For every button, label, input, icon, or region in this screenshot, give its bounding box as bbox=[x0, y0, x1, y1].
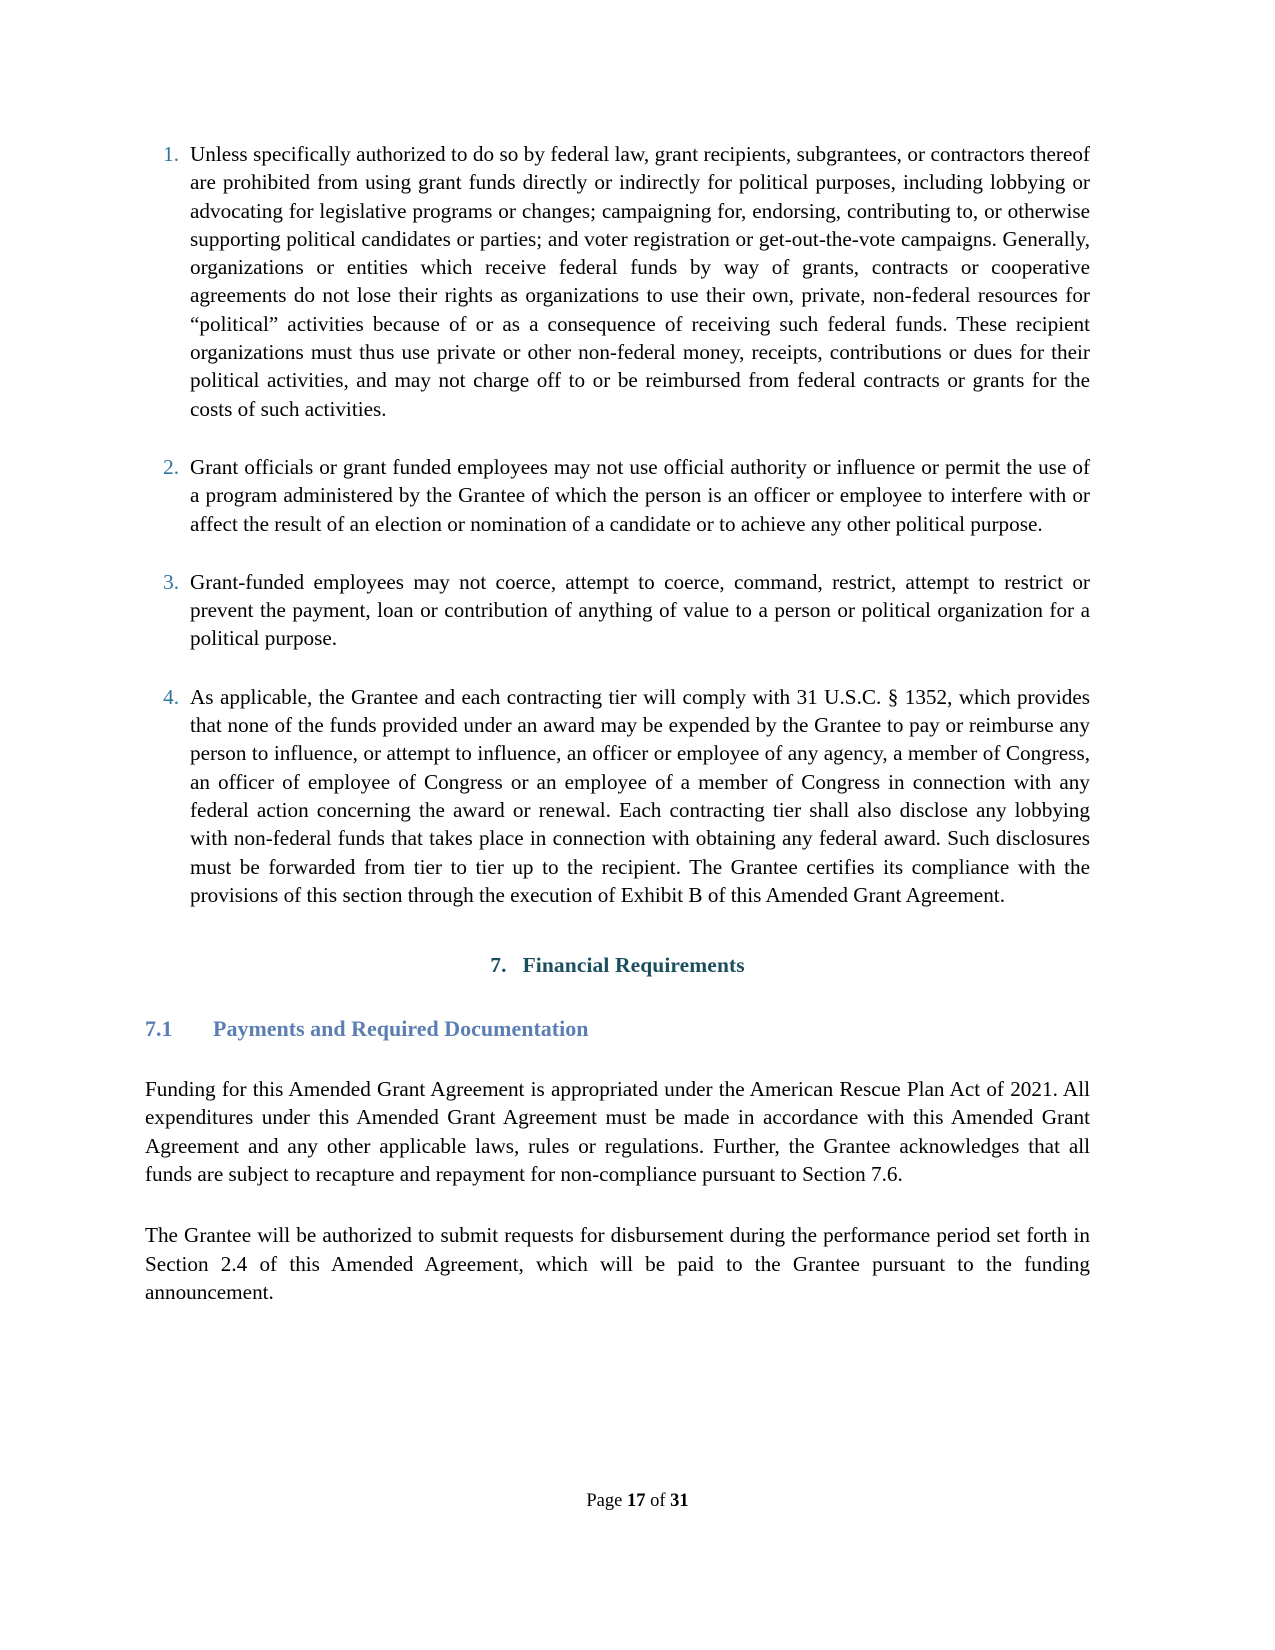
footer-current-page: 17 bbox=[626, 1491, 646, 1511]
list-item-number: 2. bbox=[163, 454, 179, 479]
list-item-text: Grant-funded employees may not coerce, attempt to coerce, command, restrict, attempt to restrict or prevent the payment, loan or contribution of anything of value to a person or political organization for a political purpose. bbox=[190, 569, 1090, 651]
page-footer bbox=[0, 1491, 1275, 1512]
list-item bbox=[145, 568, 1090, 653]
footer-total-pages: 31 bbox=[670, 1491, 689, 1511]
section-heading bbox=[145, 953, 1090, 978]
list-item bbox=[145, 140, 1090, 423]
list-item-text: As applicable, the Grantee and each contracting tier will comply with 31 U.S.C. § 1352, which provides that none of the funds provided under an award may be expended by the Grantee to pay or reimburse any person to influence, or attempt to influence, an officer or employee of any agency, a member of Congress, an officer of employee of Congress or an employee of a member of Congress in connection with any federal action concerning the award or renewal. Each contracting tier shall also disclose any lobbying with non-federal funds that takes place in connection with obtaining any federal award. Such disclosures must be forwarded from tier to tier up to the recipient. The Grantee certifies its compliance with the provisions of this section through the execution of Exhibit B of this Amended Grant Agreement. bbox=[190, 684, 1090, 907]
footer-middle: of bbox=[645, 1491, 671, 1511]
list-item-text: Unless specifically authorized to do so by federal law, grant recipients, subgrantees, or contractors thereof are prohibited from using grant funds directly or indirectly for political purposes, including lobbying or advocating for legislative programs or changes; campaigning for, endorsing, contributing to, or otherwise supporting political candidates or parties; and voter registration or get-out-the-vote campaigns. Generally, organizations or entities which receive federal funds by way of grants, contracts or cooperative agreements do not lose their rights as organizations to use their own, private, non-federal resources for “political” activities because of or as a consequence of receiving such federal funds. These recipient organizations must thus use private or other non-federal money, receipts, contributions or dues for their political activities, and may not charge off to or be reimbursed from federal contracts or grants for the costs of such activities. bbox=[190, 142, 1090, 421]
sub-heading bbox=[145, 1016, 1090, 1042]
section-heading-title: Financial Requirements bbox=[522, 953, 745, 978]
sub-heading-title: Payments and Required Documentation bbox=[213, 1016, 589, 1042]
sub-heading-number: 7.1 bbox=[145, 1016, 173, 1042]
list-item bbox=[145, 683, 1090, 909]
footer-prefix: Page bbox=[586, 1491, 627, 1511]
body-paragraph: Funding for this Amended Grant Agreement is appropriated under the American Rescue Plan Act of 2021. All expenditures under this Amended Grant Agreement must be made in accordance with this Amended Grant Agreement and any other applicable laws, rules or regulations. Further, the Grantee acknowledges that all funds are subject to recapture and repayment for non-compliance pursuant to Section 7.6. bbox=[145, 1077, 1090, 1187]
numbered-list bbox=[145, 140, 1090, 909]
list-item bbox=[145, 453, 1090, 538]
list-item-number: 4. bbox=[163, 684, 179, 709]
list-item-text: Grant officials or grant funded employees may not use official authority or influence or permit the use of a program administered by the Grantee of which the person is an officer or employee to interfere with or affect the result of an election or nomination of a candidate or to achieve any other political purpose. bbox=[190, 454, 1090, 536]
list-item-number: 3. bbox=[163, 569, 179, 594]
section-heading-number: 7. bbox=[490, 953, 507, 978]
body-paragraph: The Grantee will be authorized to submit requests for disbursement during the performance period set forth in Section 2.4 of this Amended Agreement, which will be paid to the Grantee pursuant to the funding announcement. bbox=[145, 1223, 1090, 1304]
list-item-number: 1. bbox=[163, 142, 179, 166]
